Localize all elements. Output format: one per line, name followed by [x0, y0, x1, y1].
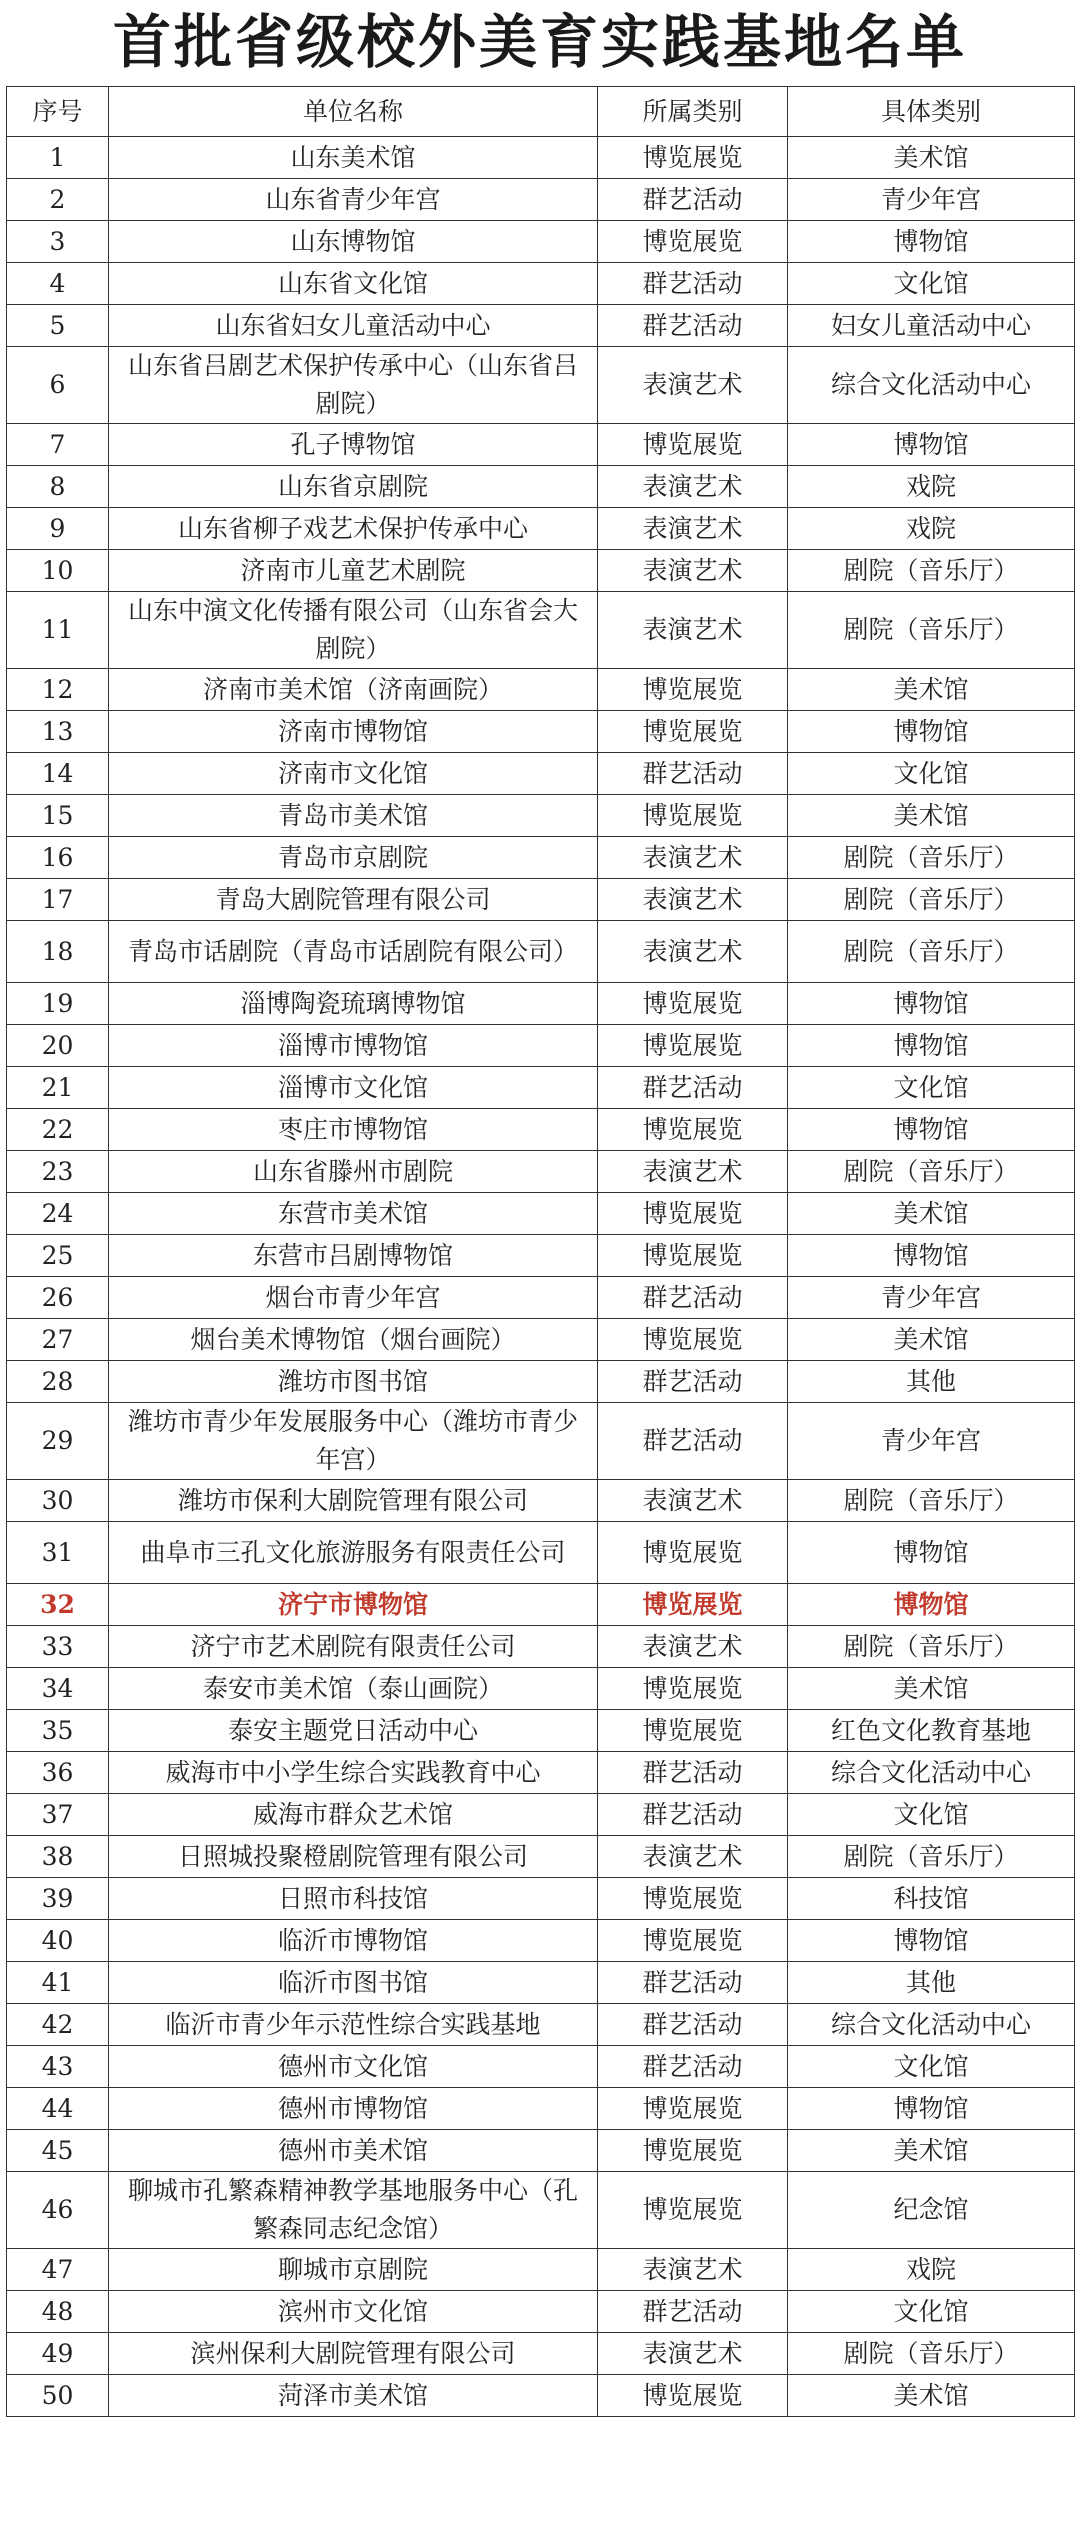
cell-name: 潍坊市青少年发展服务中心（潍坊市青少年宫） [109, 1403, 598, 1480]
cell-no: 16 [7, 837, 109, 879]
table-row [7, 1025, 1075, 1067]
cell-type: 青少年宫 [788, 1277, 1075, 1319]
table-row [7, 1794, 1075, 1836]
base-list-table [6, 86, 1075, 2417]
cell-type: 文化馆 [788, 2046, 1075, 2088]
table-row [7, 424, 1075, 466]
cell-category: 博览展览 [598, 1319, 788, 1361]
cell-name: 临沂市博物馆 [109, 1920, 598, 1962]
cell-type: 博物馆 [788, 1584, 1075, 1626]
cell-no: 44 [7, 2088, 109, 2130]
cell-no: 40 [7, 1920, 109, 1962]
cell-name: 青岛市美术馆 [109, 795, 598, 837]
cell-name: 德州市美术馆 [109, 2130, 598, 2172]
table-row [7, 711, 1075, 753]
cell-type: 剧院（音乐厅） [788, 1626, 1075, 1668]
cell-name: 淄博市博物馆 [109, 1025, 598, 1067]
cell-name: 淄博陶瓷琉璃博物馆 [109, 983, 598, 1025]
cell-name: 曲阜市三孔文化旅游服务有限责任公司 [109, 1522, 598, 1584]
table-row [7, 1752, 1075, 1794]
cell-no: 41 [7, 1962, 109, 2004]
cell-no: 24 [7, 1193, 109, 1235]
table-row [7, 2249, 1075, 2291]
cell-name: 潍坊市图书馆 [109, 1361, 598, 1403]
cell-type: 博物馆 [788, 1235, 1075, 1277]
cell-category: 群艺活动 [598, 1361, 788, 1403]
cell-category: 表演艺术 [598, 347, 788, 424]
table-row [7, 1319, 1075, 1361]
table-row [7, 1403, 1075, 1480]
table-row [7, 2333, 1075, 2375]
cell-type: 文化馆 [788, 1794, 1075, 1836]
cell-type: 文化馆 [788, 263, 1075, 305]
cell-category: 表演艺术 [598, 466, 788, 508]
cell-type: 博物馆 [788, 2088, 1075, 2130]
cell-type: 美术馆 [788, 2375, 1075, 2417]
cell-category: 表演艺术 [598, 1480, 788, 1522]
cell-category: 博览展览 [598, 1878, 788, 1920]
cell-type: 博物馆 [788, 221, 1075, 263]
document-title: 首批省级校外美育实践基地名单 [112, 8, 967, 76]
cell-name: 济宁市博物馆 [109, 1584, 598, 1626]
cell-no: 15 [7, 795, 109, 837]
table-row [7, 1277, 1075, 1319]
cell-name: 烟台美术博物馆（烟台画院） [109, 1319, 598, 1361]
cell-type: 综合文化活动中心 [788, 347, 1075, 424]
cell-no: 27 [7, 1319, 109, 1361]
cell-name: 山东省吕剧艺术保护传承中心（山东省吕剧院） [109, 347, 598, 424]
cell-no: 12 [7, 669, 109, 711]
cell-category: 表演艺术 [598, 2333, 788, 2375]
cell-name: 山东博物馆 [109, 221, 598, 263]
cell-type: 剧院（音乐厅） [788, 550, 1075, 592]
cell-no: 14 [7, 753, 109, 795]
cell-category: 表演艺术 [598, 2249, 788, 2291]
table-row [7, 347, 1075, 424]
cell-type: 剧院（音乐厅） [788, 921, 1075, 983]
table-row [7, 1920, 1075, 1962]
cell-type: 纪念馆 [788, 2172, 1075, 2249]
cell-category: 群艺活动 [598, 179, 788, 221]
cell-name: 临沂市青少年示范性综合实践基地 [109, 2004, 598, 2046]
cell-no: 7 [7, 424, 109, 466]
cell-no: 25 [7, 1235, 109, 1277]
cell-name: 山东省青少年宫 [109, 179, 598, 221]
cell-name: 济南市儿童艺术剧院 [109, 550, 598, 592]
cell-category: 博览展览 [598, 2375, 788, 2417]
cell-type: 剧院（音乐厅） [788, 1836, 1075, 1878]
cell-category: 表演艺术 [598, 837, 788, 879]
cell-name: 滨州市文化馆 [109, 2291, 598, 2333]
header-category: 所属类别 [598, 87, 788, 137]
cell-category: 博览展览 [598, 983, 788, 1025]
cell-name: 聊城市孔繁森精神教学基地服务中心（孔繁森同志纪念馆） [109, 2172, 598, 2249]
cell-category: 博览展览 [598, 221, 788, 263]
cell-category: 表演艺术 [598, 1151, 788, 1193]
table-header-row [7, 87, 1075, 137]
cell-no: 17 [7, 879, 109, 921]
cell-category: 群艺活动 [598, 1794, 788, 1836]
cell-type: 美术馆 [788, 2130, 1075, 2172]
cell-type: 青少年宫 [788, 179, 1075, 221]
cell-name: 济南市美术馆（济南画院） [109, 669, 598, 711]
cell-no: 38 [7, 1836, 109, 1878]
table-row [7, 263, 1075, 305]
cell-no: 50 [7, 2375, 109, 2417]
cell-name: 山东省妇女儿童活动中心 [109, 305, 598, 347]
cell-category: 博览展览 [598, 795, 788, 837]
table-row [7, 2130, 1075, 2172]
cell-name: 山东中演文化传播有限公司（山东省会大剧院） [109, 592, 598, 669]
cell-no: 49 [7, 2333, 109, 2375]
table-row [7, 669, 1075, 711]
cell-name: 山东省滕州市剧院 [109, 1151, 598, 1193]
cell-name: 山东美术馆 [109, 137, 598, 179]
cell-type: 美术馆 [788, 1668, 1075, 1710]
table-row [7, 921, 1075, 983]
cell-name: 泰安主题党日活动中心 [109, 1710, 598, 1752]
cell-name: 聊城市京剧院 [109, 2249, 598, 2291]
cell-type: 美术馆 [788, 669, 1075, 711]
cell-category: 表演艺术 [598, 592, 788, 669]
cell-type: 博物馆 [788, 1920, 1075, 1962]
cell-no: 37 [7, 1794, 109, 1836]
cell-no: 4 [7, 263, 109, 305]
cell-type: 博物馆 [788, 983, 1075, 1025]
cell-no: 43 [7, 2046, 109, 2088]
cell-name: 日照市科技馆 [109, 1878, 598, 1920]
cell-type: 文化馆 [788, 2291, 1075, 2333]
table-row [7, 305, 1075, 347]
table-row [7, 1067, 1075, 1109]
table-row [7, 1626, 1075, 1668]
cell-type: 博物馆 [788, 1109, 1075, 1151]
table-row [7, 2004, 1075, 2046]
cell-category: 群艺活动 [598, 305, 788, 347]
cell-no: 2 [7, 179, 109, 221]
cell-type: 妇女儿童活动中心 [788, 305, 1075, 347]
cell-type: 剧院（音乐厅） [788, 879, 1075, 921]
cell-category: 博览展览 [598, 1109, 788, 1151]
cell-no: 42 [7, 2004, 109, 2046]
cell-no: 30 [7, 1480, 109, 1522]
table-body [7, 87, 1075, 2417]
cell-no: 8 [7, 466, 109, 508]
cell-category: 博览展览 [598, 1668, 788, 1710]
table-row [7, 1836, 1075, 1878]
table-row [7, 879, 1075, 921]
cell-no: 28 [7, 1361, 109, 1403]
table-row [7, 1878, 1075, 1920]
cell-no: 18 [7, 921, 109, 983]
cell-category: 博览展览 [598, 1235, 788, 1277]
header-type: 具体类别 [788, 87, 1075, 137]
cell-category: 表演艺术 [598, 1836, 788, 1878]
cell-type: 其他 [788, 1962, 1075, 2004]
cell-category: 表演艺术 [598, 1626, 788, 1668]
cell-category: 群艺活动 [598, 263, 788, 305]
cell-no: 19 [7, 983, 109, 1025]
cell-type: 文化馆 [788, 753, 1075, 795]
cell-name: 青岛市话剧院（青岛市话剧院有限公司） [109, 921, 598, 983]
cell-category: 博览展览 [598, 1522, 788, 1584]
cell-no: 13 [7, 711, 109, 753]
cell-no: 36 [7, 1752, 109, 1794]
cell-name: 济南市博物馆 [109, 711, 598, 753]
table-row [7, 466, 1075, 508]
table-row [7, 2088, 1075, 2130]
cell-no: 11 [7, 592, 109, 669]
header-no: 序号 [7, 87, 109, 137]
table-row [7, 137, 1075, 179]
cell-name: 东营市美术馆 [109, 1193, 598, 1235]
cell-category: 博览展览 [598, 2172, 788, 2249]
cell-no: 26 [7, 1277, 109, 1319]
cell-no: 34 [7, 1668, 109, 1710]
cell-name: 威海市中小学生综合实践教育中心 [109, 1752, 598, 1794]
cell-name: 济南市文化馆 [109, 753, 598, 795]
cell-category: 群艺活动 [598, 1752, 788, 1794]
table-row [7, 2375, 1075, 2417]
table-row [7, 1151, 1075, 1193]
cell-type: 剧院（音乐厅） [788, 1151, 1075, 1193]
cell-no: 20 [7, 1025, 109, 1067]
cell-type: 戏院 [788, 508, 1075, 550]
cell-category: 博览展览 [598, 137, 788, 179]
cell-category: 群艺活动 [598, 1962, 788, 2004]
cell-type: 文化馆 [788, 1067, 1075, 1109]
cell-category: 博览展览 [598, 711, 788, 753]
cell-type: 剧院（音乐厅） [788, 592, 1075, 669]
cell-type: 美术馆 [788, 795, 1075, 837]
cell-type: 科技馆 [788, 1878, 1075, 1920]
table-row [7, 1522, 1075, 1584]
cell-category: 表演艺术 [598, 879, 788, 921]
cell-type: 戏院 [788, 466, 1075, 508]
cell-name: 滨州保利大剧院管理有限公司 [109, 2333, 598, 2375]
table-row [7, 753, 1075, 795]
table-row [7, 1668, 1075, 1710]
cell-name: 临沂市图书馆 [109, 1962, 598, 2004]
cell-no: 29 [7, 1403, 109, 1480]
cell-name: 枣庄市博物馆 [109, 1109, 598, 1151]
cell-category: 群艺活动 [598, 1403, 788, 1480]
cell-name: 山东省京剧院 [109, 466, 598, 508]
cell-type: 美术馆 [788, 1193, 1075, 1235]
cell-type: 剧院（音乐厅） [788, 1480, 1075, 1522]
table-row [7, 1193, 1075, 1235]
table-row [7, 221, 1075, 263]
cell-type: 博物馆 [788, 424, 1075, 466]
cell-category: 博览展览 [598, 1584, 788, 1626]
table-row [7, 795, 1075, 837]
cell-name: 泰安市美术馆（泰山画院） [109, 1668, 598, 1710]
cell-category: 群艺活动 [598, 1067, 788, 1109]
table-row [7, 837, 1075, 879]
table-row [7, 508, 1075, 550]
table-row [7, 1235, 1075, 1277]
cell-category: 博览展览 [598, 669, 788, 711]
cell-category: 博览展览 [598, 1710, 788, 1752]
cell-category: 博览展览 [598, 2088, 788, 2130]
cell-type: 美术馆 [788, 137, 1075, 179]
cell-name: 青岛大剧院管理有限公司 [109, 879, 598, 921]
cell-no: 23 [7, 1151, 109, 1193]
cell-no: 32 [7, 1584, 109, 1626]
cell-name: 山东省文化馆 [109, 263, 598, 305]
cell-type: 剧院（音乐厅） [788, 837, 1075, 879]
table-row [7, 2172, 1075, 2249]
table-row [7, 1361, 1075, 1403]
cell-type: 红色文化教育基地 [788, 1710, 1075, 1752]
cell-category: 表演艺术 [598, 508, 788, 550]
cell-no: 48 [7, 2291, 109, 2333]
cell-type: 博物馆 [788, 711, 1075, 753]
cell-name: 威海市群众艺术馆 [109, 1794, 598, 1836]
table-row [7, 983, 1075, 1025]
cell-name: 东营市吕剧博物馆 [109, 1235, 598, 1277]
cell-category: 表演艺术 [598, 921, 788, 983]
table-row [7, 1710, 1075, 1752]
table-row [7, 550, 1075, 592]
cell-no: 39 [7, 1878, 109, 1920]
table-row [7, 2291, 1075, 2333]
cell-no: 9 [7, 508, 109, 550]
cell-category: 群艺活动 [598, 753, 788, 795]
cell-no: 3 [7, 221, 109, 263]
cell-name: 青岛市京剧院 [109, 837, 598, 879]
cell-name: 德州市文化馆 [109, 2046, 598, 2088]
table-row [7, 1109, 1075, 1151]
table-row [7, 2046, 1075, 2088]
cell-type: 青少年宫 [788, 1403, 1075, 1480]
cell-type: 博物馆 [788, 1025, 1075, 1067]
cell-type: 博物馆 [788, 1522, 1075, 1584]
table-row [7, 1480, 1075, 1522]
cell-no: 10 [7, 550, 109, 592]
cell-no: 33 [7, 1626, 109, 1668]
header-name: 单位名称 [109, 87, 598, 137]
cell-no: 35 [7, 1710, 109, 1752]
cell-name: 烟台市青少年宫 [109, 1277, 598, 1319]
cell-category: 博览展览 [598, 1920, 788, 1962]
cell-type: 美术馆 [788, 1319, 1075, 1361]
cell-type: 综合文化活动中心 [788, 1752, 1075, 1794]
table-row [7, 179, 1075, 221]
cell-no: 46 [7, 2172, 109, 2249]
cell-category: 表演艺术 [598, 550, 788, 592]
cell-name: 德州市博物馆 [109, 2088, 598, 2130]
cell-type: 其他 [788, 1361, 1075, 1403]
cell-name: 山东省柳子戏艺术保护传承中心 [109, 508, 598, 550]
cell-category: 博览展览 [598, 1025, 788, 1067]
cell-name: 孔子博物馆 [109, 424, 598, 466]
cell-no: 22 [7, 1109, 109, 1151]
cell-category: 群艺活动 [598, 1277, 788, 1319]
cell-no: 45 [7, 2130, 109, 2172]
cell-name: 潍坊市保利大剧院管理有限公司 [109, 1480, 598, 1522]
cell-type: 综合文化活动中心 [788, 2004, 1075, 2046]
table-row [7, 592, 1075, 669]
cell-name: 菏泽市美术馆 [109, 2375, 598, 2417]
cell-no: 21 [7, 1067, 109, 1109]
cell-category: 博览展览 [598, 1193, 788, 1235]
table-row [7, 1584, 1075, 1626]
cell-name: 济宁市艺术剧院有限责任公司 [109, 1626, 598, 1668]
cell-no: 31 [7, 1522, 109, 1584]
cell-category: 群艺活动 [598, 2046, 788, 2088]
cell-no: 47 [7, 2249, 109, 2291]
cell-no: 1 [7, 137, 109, 179]
cell-type: 戏院 [788, 2249, 1075, 2291]
cell-name: 日照城投聚橙剧院管理有限公司 [109, 1836, 598, 1878]
cell-category: 群艺活动 [598, 2004, 788, 2046]
cell-category: 博览展览 [598, 2130, 788, 2172]
cell-name: 淄博市文化馆 [109, 1067, 598, 1109]
table-row [7, 1962, 1075, 2004]
cell-type: 剧院（音乐厅） [788, 2333, 1075, 2375]
cell-no: 6 [7, 347, 109, 424]
cell-no: 5 [7, 305, 109, 347]
cell-category: 博览展览 [598, 424, 788, 466]
cell-category: 群艺活动 [598, 2291, 788, 2333]
